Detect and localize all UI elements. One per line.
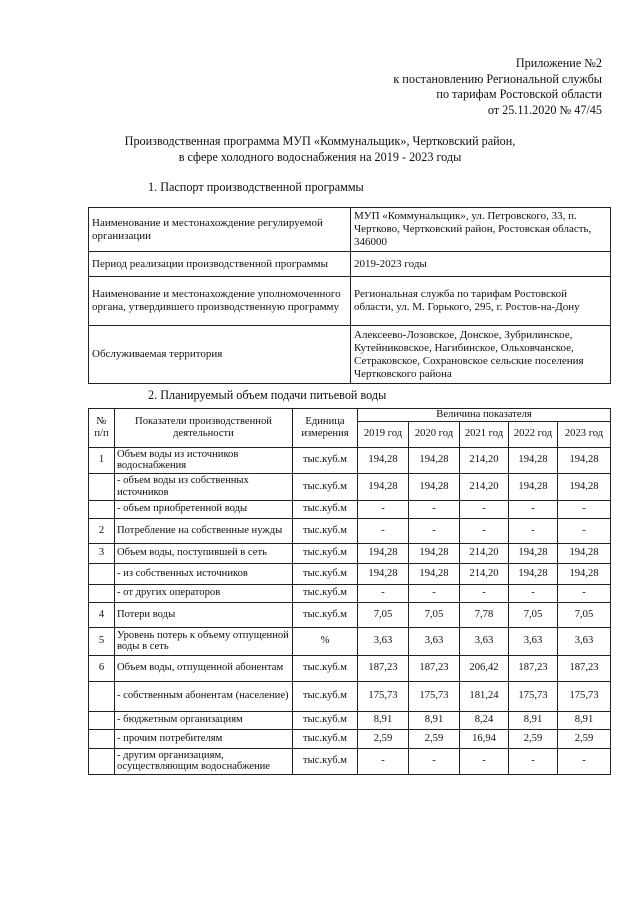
row-value: 2,59 (558, 729, 611, 748)
table-row (89, 518, 611, 543)
document-title (40, 134, 600, 166)
row-value: 8,24 (460, 711, 509, 729)
row-indicator: Потери воды (115, 602, 293, 627)
row-number (89, 563, 115, 584)
passport-row (89, 277, 611, 326)
row-value: - (358, 500, 409, 518)
header-year: 2019 год (358, 421, 409, 447)
row-indicator: Уровень потерь к объему отпущенной воды в сеть (115, 627, 293, 655)
section-heading-passport: 1. Паспорт производственной программы (148, 180, 364, 194)
header-year: 2020 год (409, 421, 460, 447)
row-value: 194,28 (409, 543, 460, 563)
row-value: 187,23 (409, 655, 460, 681)
passport-value: 2019-2023 годы (351, 252, 611, 277)
row-value: 7,05 (509, 602, 558, 627)
row-indicator: - собственным абонентам (население) (115, 681, 293, 711)
row-value: - (358, 518, 409, 543)
table-row (89, 473, 611, 500)
row-unit: % (293, 627, 358, 655)
row-indicator: - от других операторов (115, 584, 293, 602)
passport-row (89, 208, 611, 252)
row-value: - (509, 748, 558, 774)
row-value: 194,28 (358, 473, 409, 500)
row-value: 194,28 (409, 563, 460, 584)
water-volume-table (88, 408, 611, 775)
table-row (89, 543, 611, 563)
appendix-line: от 25.11.2020 № 47/45 (487, 102, 602, 117)
row-value: 194,28 (558, 447, 611, 473)
header-year: 2021 год (460, 421, 509, 447)
row-value: 175,73 (409, 681, 460, 711)
row-value: 8,91 (409, 711, 460, 729)
passport-label: Наименование и местонахождение регулируемой организации (89, 208, 351, 252)
passport-row (89, 252, 611, 277)
passport-row (89, 326, 611, 384)
row-value: 194,28 (558, 563, 611, 584)
row-unit: тыс.куб.м (293, 543, 358, 563)
row-value: - (509, 584, 558, 602)
header-unit: Единица измерения (293, 409, 358, 448)
row-indicator: - другим организациям, осуществляющим водоснабжение (115, 748, 293, 774)
row-value: 3,63 (509, 627, 558, 655)
row-value: 214,20 (460, 563, 509, 584)
table-row (89, 500, 611, 518)
row-value: - (558, 748, 611, 774)
header-indicator: Показатели производственной деятельности (115, 409, 293, 448)
row-value: - (409, 748, 460, 774)
row-value: - (358, 748, 409, 774)
row-number (89, 711, 115, 729)
appendix-line: к постановлению Региональной службы (393, 71, 602, 86)
row-number: 3 (89, 543, 115, 563)
row-value: 181,24 (460, 681, 509, 711)
row-unit: тыс.куб.м (293, 518, 358, 543)
row-value: - (460, 748, 509, 774)
passport-label: Наименование и местонахождение уполномоченного органа, утвердившего производственную программу (89, 277, 351, 326)
header-num: № п/п (89, 409, 115, 448)
row-indicator: - объем приобретенной воды (115, 500, 293, 518)
row-unit: тыс.куб.м (293, 602, 358, 627)
row-value: 7,05 (409, 602, 460, 627)
row-value: 8,91 (558, 711, 611, 729)
appendix-line: по тарифам Ростовской области (436, 87, 602, 102)
row-value: 3,63 (409, 627, 460, 655)
row-number (89, 584, 115, 602)
row-indicator: Объем воды, отпущенной абонентам (115, 655, 293, 681)
row-unit: тыс.куб.м (293, 563, 358, 584)
row-value: 214,20 (460, 543, 509, 563)
row-value: 175,73 (558, 681, 611, 711)
table-row (89, 584, 611, 602)
appendix-line: Приложение №2 (515, 56, 602, 70)
row-value: 194,28 (509, 473, 558, 500)
passport-value: МУП «Коммунальщик», ул. Петровского, 33, п. Чертково, Чертковский район, Ростовская область, 346000 (351, 208, 611, 252)
row-value: 194,28 (409, 447, 460, 473)
row-value: 214,20 (460, 447, 509, 473)
section-heading-volume: 2. Планируемый объем подачи питьевой воды (148, 388, 387, 402)
row-value: 7,78 (460, 602, 509, 627)
row-value: 194,28 (358, 563, 409, 584)
row-value: - (460, 518, 509, 543)
row-unit: тыс.куб.м (293, 748, 358, 774)
row-value: 194,28 (509, 543, 558, 563)
row-unit: тыс.куб.м (293, 711, 358, 729)
row-value: - (460, 584, 509, 602)
table-row (89, 447, 611, 473)
passport-label: Обслуживаемая территория (89, 326, 351, 384)
row-indicator: - объем воды из собственных источников (115, 473, 293, 500)
row-value: 16,94 (460, 729, 509, 748)
row-value: - (509, 500, 558, 518)
row-value: - (409, 500, 460, 518)
table-row (89, 602, 611, 627)
row-value: 175,73 (509, 681, 558, 711)
title-line: Производственная программа МУП «Коммунальщик», Чертковский район, (124, 134, 516, 148)
row-value: 187,23 (509, 655, 558, 681)
row-value: 206,42 (460, 655, 509, 681)
row-value: - (409, 584, 460, 602)
row-value: 7,05 (558, 602, 611, 627)
row-value: 175,73 (358, 681, 409, 711)
row-value: 214,20 (460, 473, 509, 500)
passport-table (88, 207, 611, 384)
row-number (89, 500, 115, 518)
row-value: 3,63 (460, 627, 509, 655)
row-value: 187,23 (358, 655, 409, 681)
row-number: 5 (89, 627, 115, 655)
header-year: 2022 год (509, 421, 558, 447)
row-value: 7,05 (358, 602, 409, 627)
passport-value: Алексеево-Лозовское, Донское, Зубрилинское, Кутейниковское, Нагибинское, Ольховчанское, Сетраковское, Сохрановское сельские поселения Чертковского района (351, 326, 611, 384)
row-value: 194,28 (358, 447, 409, 473)
row-number (89, 729, 115, 748)
row-indicator: - бюджетным организациям (115, 711, 293, 729)
row-value: 194,28 (558, 543, 611, 563)
row-number (89, 681, 115, 711)
row-indicator: - прочим потребителям (115, 729, 293, 748)
header-value-group: Величина показателя (358, 409, 611, 422)
row-number: 4 (89, 602, 115, 627)
row-value: 187,23 (558, 655, 611, 681)
row-value: - (460, 500, 509, 518)
row-number: 1 (89, 447, 115, 473)
row-value: 194,28 (509, 563, 558, 584)
passport-value: Региональная служба по тарифам Ростовской области, ул. М. Горького, 295, г. Ростов-на-Дону (351, 277, 611, 326)
table-row (89, 729, 611, 748)
row-value: 2,59 (509, 729, 558, 748)
row-indicator: Потребление на собственные нужды (115, 518, 293, 543)
row-value: 3,63 (358, 627, 409, 655)
row-value: 2,59 (358, 729, 409, 748)
table-row (89, 711, 611, 729)
passport-label: Период реализации производственной программы (89, 252, 351, 277)
table-row (89, 563, 611, 584)
row-value: 194,28 (558, 473, 611, 500)
row-indicator: - из собственных источников (115, 563, 293, 584)
row-value: - (558, 500, 611, 518)
table-row (89, 627, 611, 655)
row-number (89, 473, 115, 500)
row-unit: тыс.куб.м (293, 584, 358, 602)
row-unit: тыс.куб.м (293, 655, 358, 681)
row-value: 194,28 (358, 543, 409, 563)
table-row (89, 681, 611, 711)
row-unit: тыс.куб.м (293, 447, 358, 473)
row-unit: тыс.куб.м (293, 500, 358, 518)
row-number (89, 748, 115, 774)
appendix-header (393, 56, 602, 118)
row-value: 194,28 (509, 447, 558, 473)
row-value: 2,59 (409, 729, 460, 748)
row-number: 6 (89, 655, 115, 681)
table-row (89, 655, 611, 681)
title-line: в сфере холодного водоснабжения на 2019 - 2023 годы (178, 149, 462, 164)
row-value: 8,91 (358, 711, 409, 729)
row-indicator: Объем воды из источников водоснабжения (115, 447, 293, 473)
row-value: 8,91 (509, 711, 558, 729)
header-year: 2023 год (558, 421, 611, 447)
row-value: - (558, 518, 611, 543)
row-unit: тыс.куб.м (293, 729, 358, 748)
row-value: 194,28 (409, 473, 460, 500)
row-value: - (558, 584, 611, 602)
row-value: - (509, 518, 558, 543)
row-number: 2 (89, 518, 115, 543)
row-value: 3,63 (558, 627, 611, 655)
row-unit: тыс.куб.м (293, 473, 358, 500)
row-indicator: Объем воды, поступившей в сеть (115, 543, 293, 563)
row-unit: тыс.куб.м (293, 681, 358, 711)
row-value: - (409, 518, 460, 543)
table-row (89, 748, 611, 774)
row-value: - (358, 584, 409, 602)
